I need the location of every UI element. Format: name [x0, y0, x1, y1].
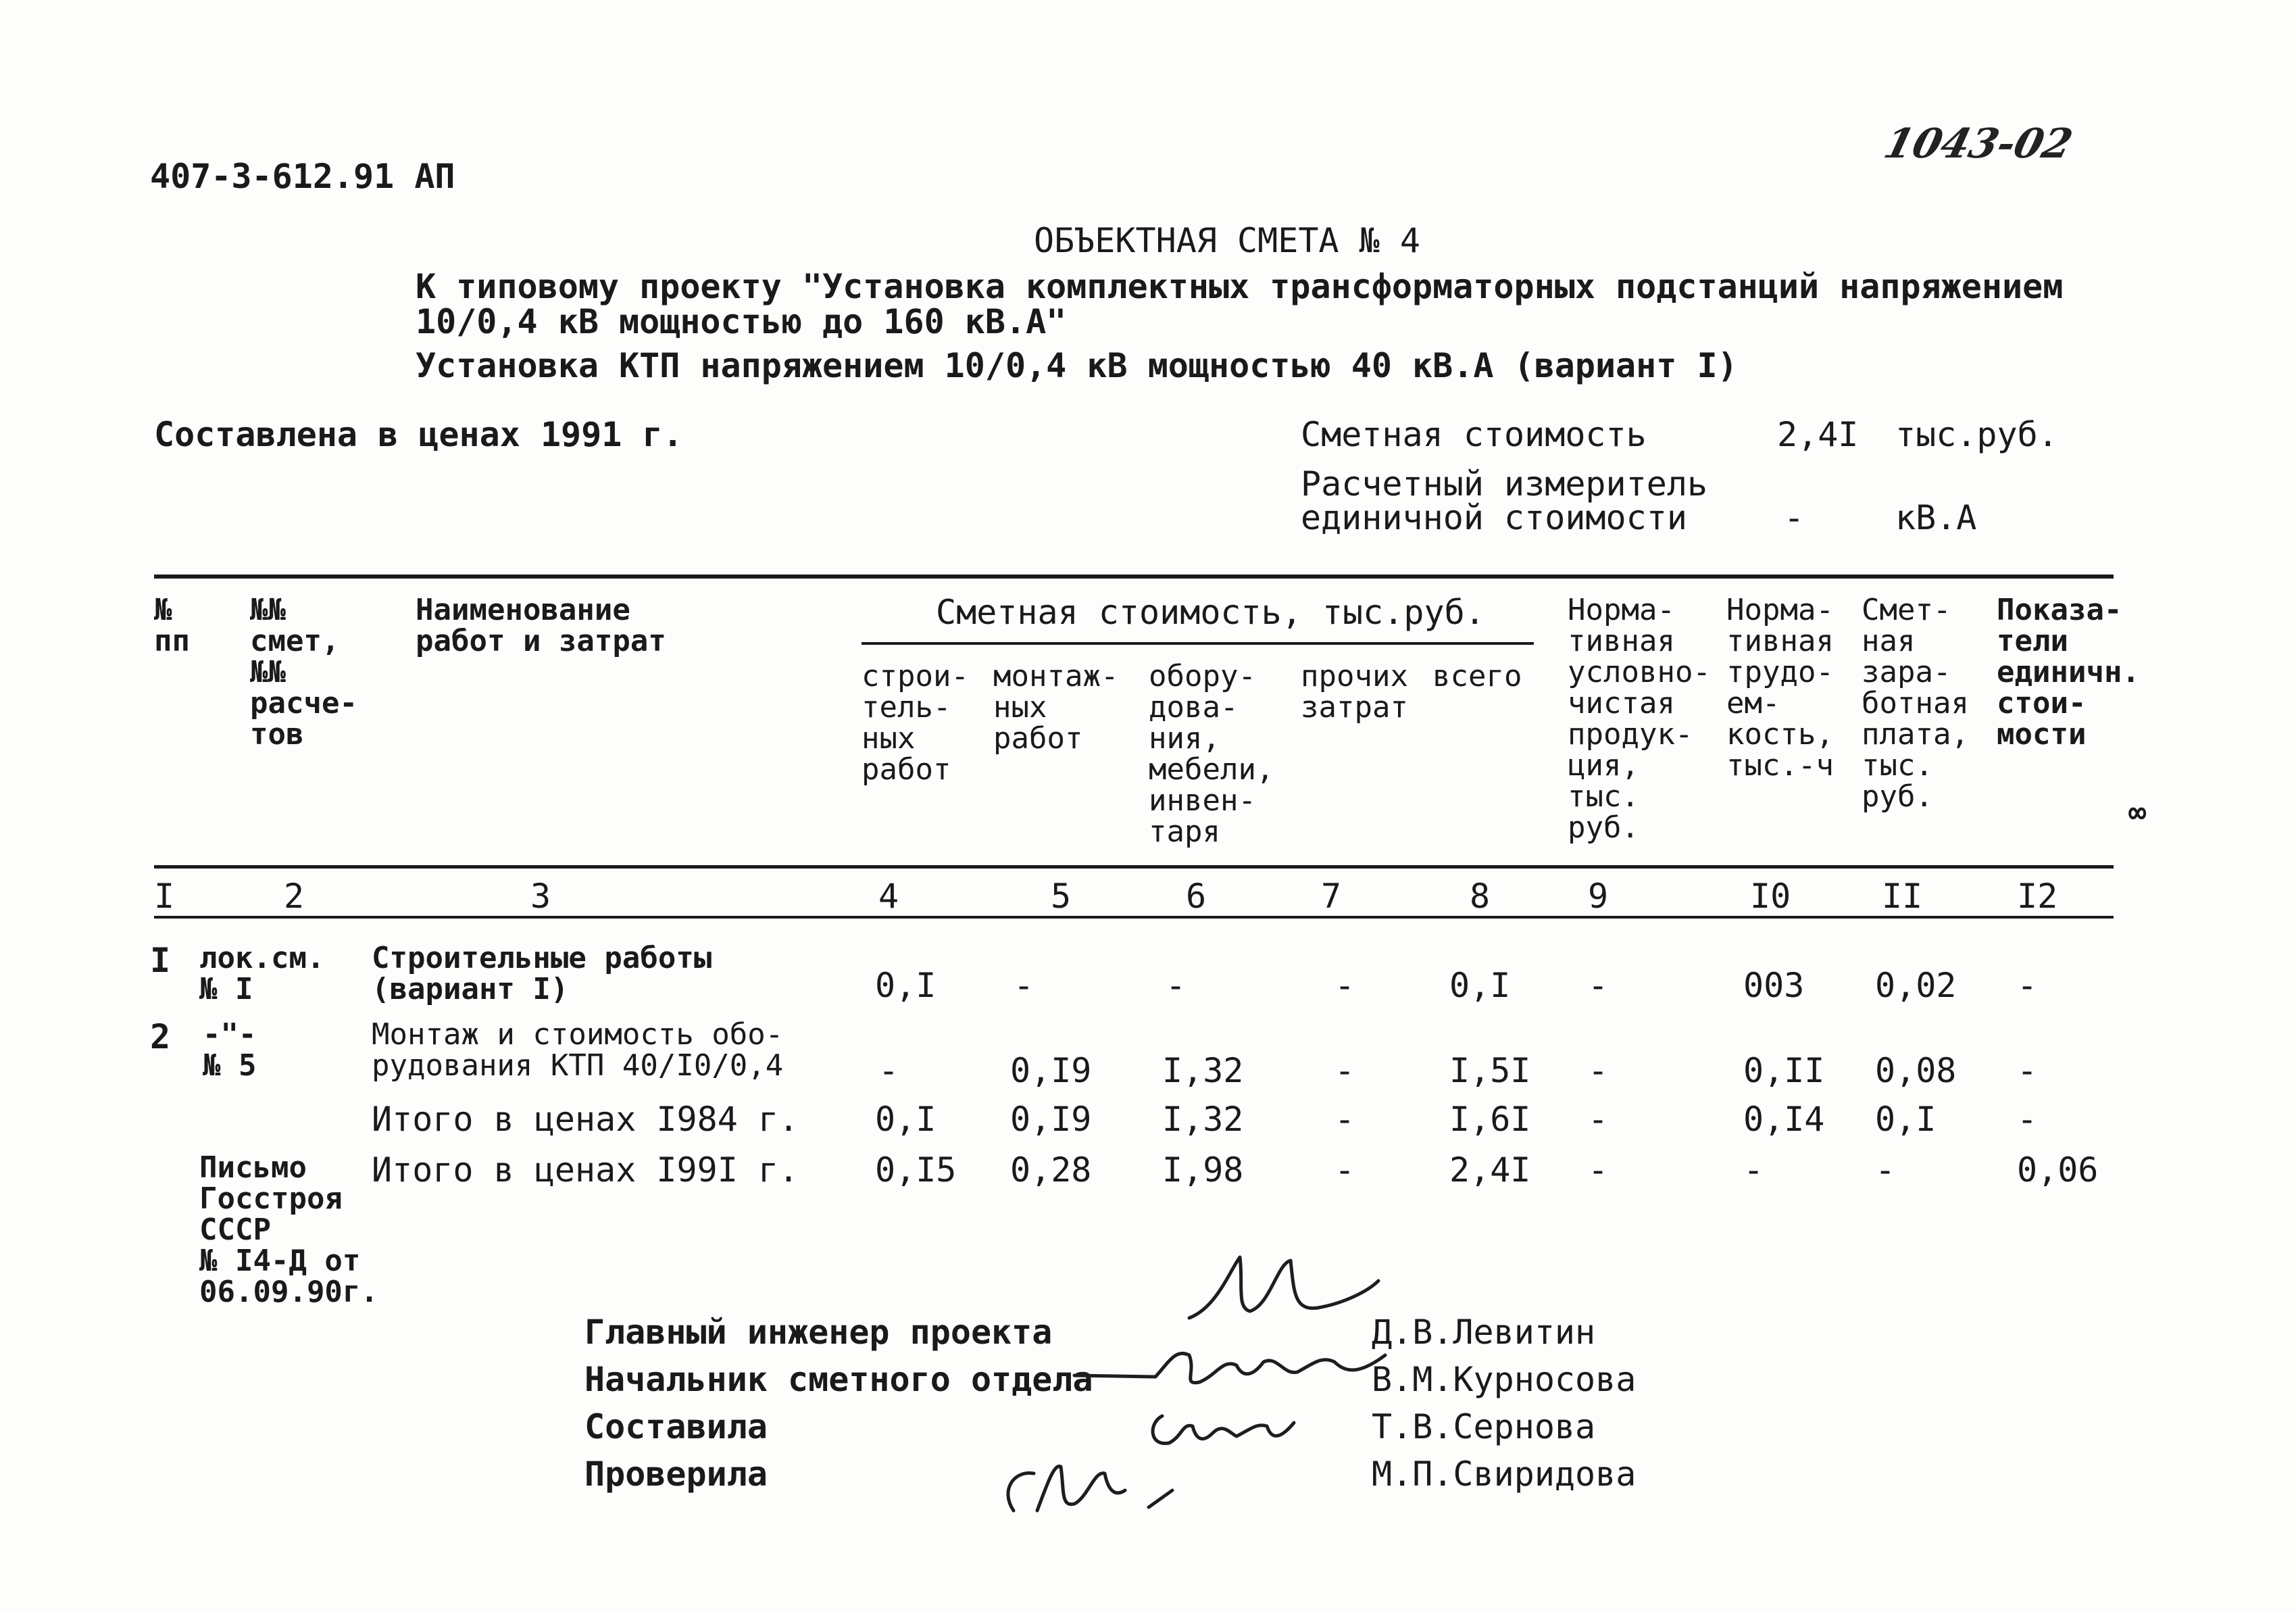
header-c11: Смет- ная зара- ботная плата, тыс. руб.	[1862, 593, 1969, 814]
signature-scribble-head-estimates	[1074, 1335, 1399, 1399]
cell-labor: 003	[1743, 966, 1805, 1005]
column-number: 5	[1051, 877, 1072, 916]
cell-wages: -	[1875, 1150, 1896, 1190]
cell-installation: -	[1014, 966, 1034, 1005]
row-reference: Письмо Госстроя СССР № I4-Д от 06.09.90г.	[199, 1150, 378, 1309]
header-c9: Норма- тивная условно- чистая продук- ция, тыс. руб.	[1568, 593, 1711, 845]
signature-person: Т.В.Сернова	[1372, 1407, 1596, 1446]
row-number: I	[150, 941, 171, 980]
signature-person: Д.В.Левитин	[1372, 1313, 1596, 1352]
cell-net-production: -	[1588, 1100, 1609, 1139]
cost-value: 2,4I	[1777, 415, 1859, 454]
unit-unit: кВ.А	[1895, 498, 1977, 537]
cell-installation: 0,28	[1010, 1150, 1092, 1190]
row-name: Монтаж и стоимость обо- рудования КТП 40/I0/0,4	[372, 1017, 784, 1083]
cell-other: -	[1334, 1150, 1355, 1190]
column-numbers-rule	[154, 916, 2114, 919]
cost-label: Сметная стоимость	[1301, 415, 1647, 454]
cell-total: 2,4I	[1449, 1150, 1531, 1190]
signature-scribble-chief-engineer	[1176, 1244, 1392, 1332]
document-code: 407-3-612.91 АП	[150, 157, 455, 196]
cell-installation: 0,I9	[1010, 1100, 1092, 1139]
row-number: 2	[150, 1017, 171, 1056]
cell-total: 0,I	[1449, 966, 1511, 1005]
column-number: I	[154, 877, 175, 916]
group-header-rule	[862, 642, 1534, 645]
cell-labor: 0,I4	[1743, 1100, 1825, 1139]
handwritten-reference: 1043-02	[1879, 120, 2078, 168]
cell-wages: 0,08	[1875, 1051, 1957, 1090]
column-number: 7	[1321, 877, 1342, 916]
signature-role: Главный инженер проекта	[584, 1313, 1053, 1352]
column-number: 4	[878, 877, 899, 916]
column-number: 2	[284, 877, 305, 916]
cell-net-production: -	[1588, 1051, 1609, 1090]
margin-mark: ∞	[2128, 796, 2147, 830]
row-name: Строительные работы (вариант I)	[372, 941, 712, 1006]
column-number: II	[1882, 877, 1923, 916]
column-number: 8	[1470, 877, 1491, 916]
cell-total: I,6I	[1449, 1100, 1531, 1139]
cell-wages: 0,02	[1875, 966, 1957, 1005]
row-name: Итого в ценах I99I г.	[372, 1150, 799, 1190]
cell-construction: 0,I	[875, 966, 937, 1005]
signature-person: В.М.Курносова	[1372, 1360, 1637, 1399]
header-c2: №№ смет, №№ расче- тов	[250, 593, 357, 752]
cell-labor: -	[1743, 1150, 1764, 1190]
header-c10: Норма- тивная трудо- ем- кость, тыс.-ч	[1726, 593, 1834, 783]
cell-unit-cost: 0,06	[2017, 1150, 2099, 1190]
cell-other: -	[1334, 966, 1355, 1005]
signature-person: М.П.Свиридова	[1372, 1455, 1637, 1494]
unit-label-1: Расчетный измеритель	[1301, 464, 1708, 504]
column-number: 3	[530, 877, 551, 916]
column-number: I0	[1750, 877, 1791, 916]
cell-unit-cost: -	[2017, 966, 2038, 1005]
signature-scribble-checker	[987, 1443, 1203, 1524]
header-c7: прочих затрат	[1301, 659, 1408, 725]
unit-value: -	[1784, 498, 1805, 537]
row-reference: -"- № 5	[203, 1017, 257, 1083]
signature-role: Проверила	[584, 1455, 768, 1494]
variant-title: Установка КТП напряжением 10/0,4 кВ мощностью 40 кВ.А (вариант I)	[416, 346, 1738, 385]
header-c5: монтаж- ных работ	[993, 659, 1119, 756]
prices-year: Составлена в ценах 1991 г.	[154, 415, 683, 454]
column-number: I2	[2017, 877, 2058, 916]
signature-role: Составила	[584, 1407, 768, 1446]
cell-equipment: -	[1166, 966, 1187, 1005]
header-bottom-rule	[154, 865, 2114, 869]
header-c8: всего	[1432, 659, 1522, 693]
project-line-2: 10/0,4 кВ мощностью до 160 кВ.А"	[416, 302, 1067, 341]
header-c6: обору- дова- ния, мебели, инвен- таря	[1149, 659, 1274, 849]
header-group-estimated-cost: Сметная стоимость, тыс.руб.	[936, 593, 1485, 632]
cell-net-production: -	[1588, 1150, 1609, 1190]
header-c1: № пп	[154, 593, 190, 658]
row-name: Итого в ценах I984 г.	[372, 1100, 799, 1139]
signature-role: Начальник сметного отдела	[584, 1360, 1093, 1399]
cell-labor: 0,II	[1743, 1051, 1825, 1090]
cell-construction: 0,I5	[875, 1150, 957, 1190]
column-number: 9	[1588, 877, 1609, 916]
row-reference: лок.см. № I	[199, 941, 325, 1006]
header-c3: Наименование работ и затрат	[416, 593, 666, 658]
table-top-rule	[154, 575, 2114, 579]
cell-equipment: I,32	[1162, 1100, 1244, 1139]
column-number: 6	[1186, 877, 1207, 916]
unit-label-2: единичной стоимости	[1301, 498, 1687, 537]
cell-unit-cost: -	[2017, 1051, 2038, 1090]
cell-other: -	[1334, 1051, 1355, 1090]
page-title: ОБЪЕКТНАЯ СМЕТА № 4	[1034, 221, 1420, 260]
cell-other: -	[1334, 1100, 1355, 1139]
cell-construction: 0,I	[875, 1100, 937, 1139]
cell-installation: 0,I9	[1010, 1051, 1092, 1090]
project-line-1: К типовому проекту "Установка комплектных трансформаторных подстанций напряжением	[416, 267, 2064, 306]
header-c12: Показа- тели единичн. стои- мости	[1997, 593, 2140, 752]
cell-equipment: I,32	[1162, 1051, 1244, 1090]
cell-unit-cost: -	[2017, 1100, 2038, 1139]
cell-wages: 0,I	[1875, 1100, 1937, 1139]
header-c4: строи- тель- ных работ	[862, 659, 969, 787]
cell-net-production: -	[1588, 966, 1609, 1005]
cost-unit: тыс.руб.	[1895, 415, 2058, 454]
cell-construction: -	[878, 1051, 899, 1090]
cell-total: I,5I	[1449, 1051, 1531, 1090]
cell-equipment: I,98	[1162, 1150, 1244, 1190]
